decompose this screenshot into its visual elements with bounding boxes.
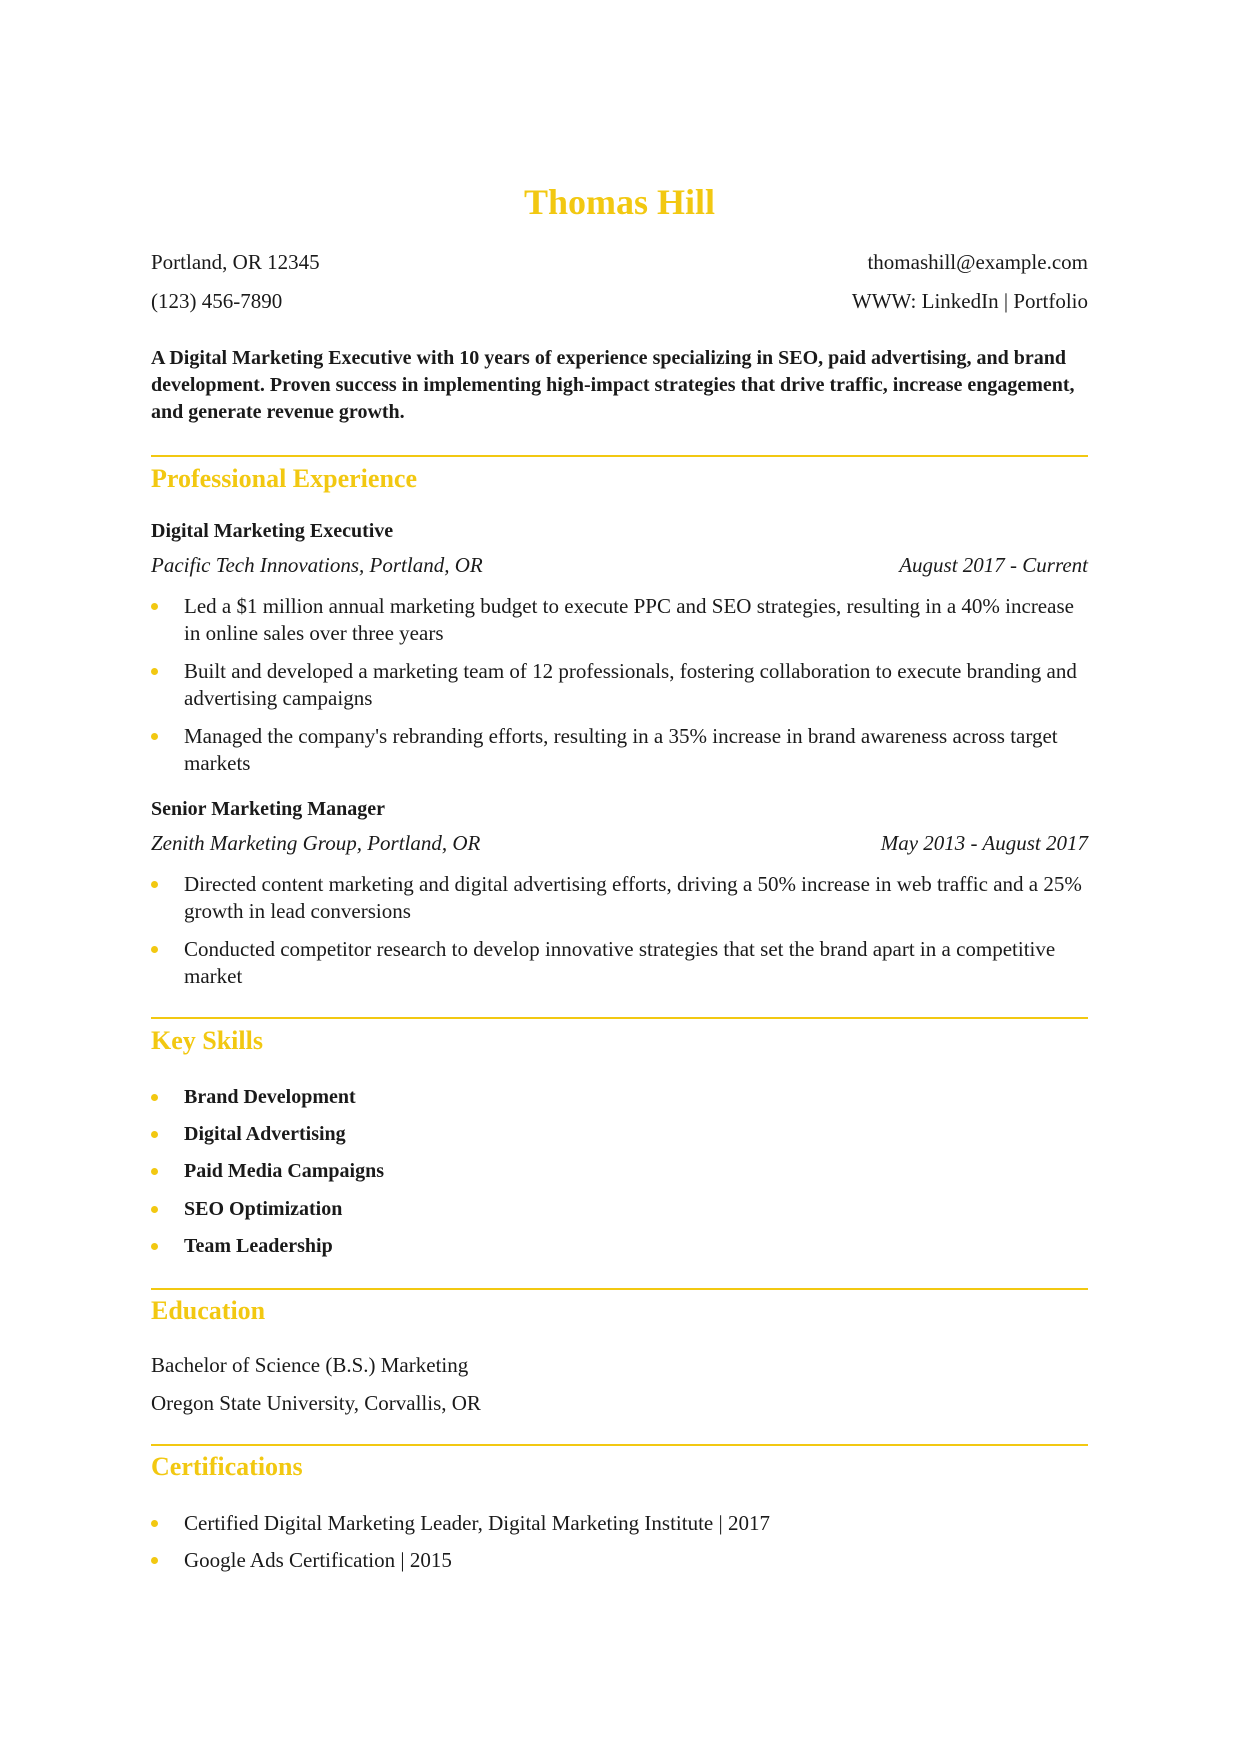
candidate-name: Thomas Hill (523, 182, 716, 222)
school: Oregon State University, Corvallis, OR (151, 1391, 481, 1415)
job-company: Pacific Tech Innovations, Portland, OR (151, 553, 483, 577)
job-meta (151, 551, 1088, 579)
job-dates: May 2013 - August 2017 (880, 831, 1088, 855)
contact-row-2 (151, 287, 1088, 315)
bullet-icon (151, 733, 158, 740)
skills-heading: Key Skills (151, 1026, 263, 1055)
web-links[interactable]: WWW: LinkedIn | Portfolio (851, 289, 1088, 313)
section-divider (151, 455, 1088, 457)
certifications-heading: Certifications (151, 1452, 303, 1481)
bullet-icon (151, 1243, 158, 1250)
bullet-icon (151, 1094, 158, 1101)
section-divider (151, 1288, 1088, 1290)
bullet-icon (151, 1206, 158, 1213)
bullet-icon (151, 603, 158, 610)
section-divider (151, 1444, 1088, 1446)
bullet-icon (151, 1131, 158, 1138)
bullet-icon (151, 1520, 158, 1527)
bullet-icon (151, 881, 158, 888)
bullet-icon (151, 1557, 158, 1564)
job-dates: August 2017 - Current (899, 553, 1088, 577)
education-heading: Education (151, 1296, 266, 1325)
job-role: Digital Marketing Executive (151, 520, 394, 542)
job-company: Zenith Marketing Group, Portland, OR (151, 831, 481, 855)
bullet-icon (151, 946, 158, 953)
resume-page: Thomas Hill Portland, OR 12345 thomashill@example.com (123) 456-7890 WWW: LinkedIn | Portfolio A Digital Marketing Executive with 10 years of experience specializing in SEO, paid advertising, and brand development. Proven success in implementing high-impact strategies that drive traffic, increase engagement, and generate revenue growth. Professional Experience Digital Marketing Executive Pacific Tech Innovations, Portland, OR August 2017 - Current Led a $1 million annual marketing budget to execute PPC and SEO strategies, resulting in a 40% increase in online sales over three years Built and developed a marketing team of 12 professionals, fostering collaboration to execute branding and advertising campaigns Managed the company's rebranding efforts, resulting in a 35% increase in brand awareness across target markets Senior Marketing Manager Zenith Marketing Group, Portland, OR May 2013 - August 2017 Directed content marketing and digital advertising efforts, driving a 50% increase in web traffic and a 25% growth in lead conversions Conducted competitor research to develop innovative strategies that set the brand apart in a competitive market Key Skills Brand Development Digital Advertising Paid Media Campaigns SEO Optimization Team Leadership Education Bachelor of Science (B.S.) Marketing Oregon State University, Corvallis, OR Certifications Certified Digital Marketing Leader, Digital Marketing Institute | 2017 Google Ads Certification | 2015 (0, 0, 1239, 1754)
email[interactable]: thomashill@example.com (867, 250, 1088, 274)
summary: A Digital Marketing Executive with 10 years of experience specializing in SEO, paid advertising, and brand development. Proven success in implementing high-impact strategies that drive traffic, increase engagement, and generate revenue growth. (151, 347, 1075, 423)
bullet-icon (151, 668, 158, 675)
contact-row-1 (151, 248, 1088, 276)
job-meta (151, 829, 1088, 857)
bullet-icon (151, 1168, 158, 1175)
section-divider (151, 1017, 1088, 1019)
experience-heading: Professional Experience (151, 464, 417, 493)
degree: Bachelor of Science (B.S.) Marketing (151, 1353, 469, 1377)
location: Portland, OR 12345 (151, 250, 320, 274)
phone: (123) 456-7890 (151, 289, 283, 313)
job-role: Senior Marketing Manager (151, 798, 386, 820)
